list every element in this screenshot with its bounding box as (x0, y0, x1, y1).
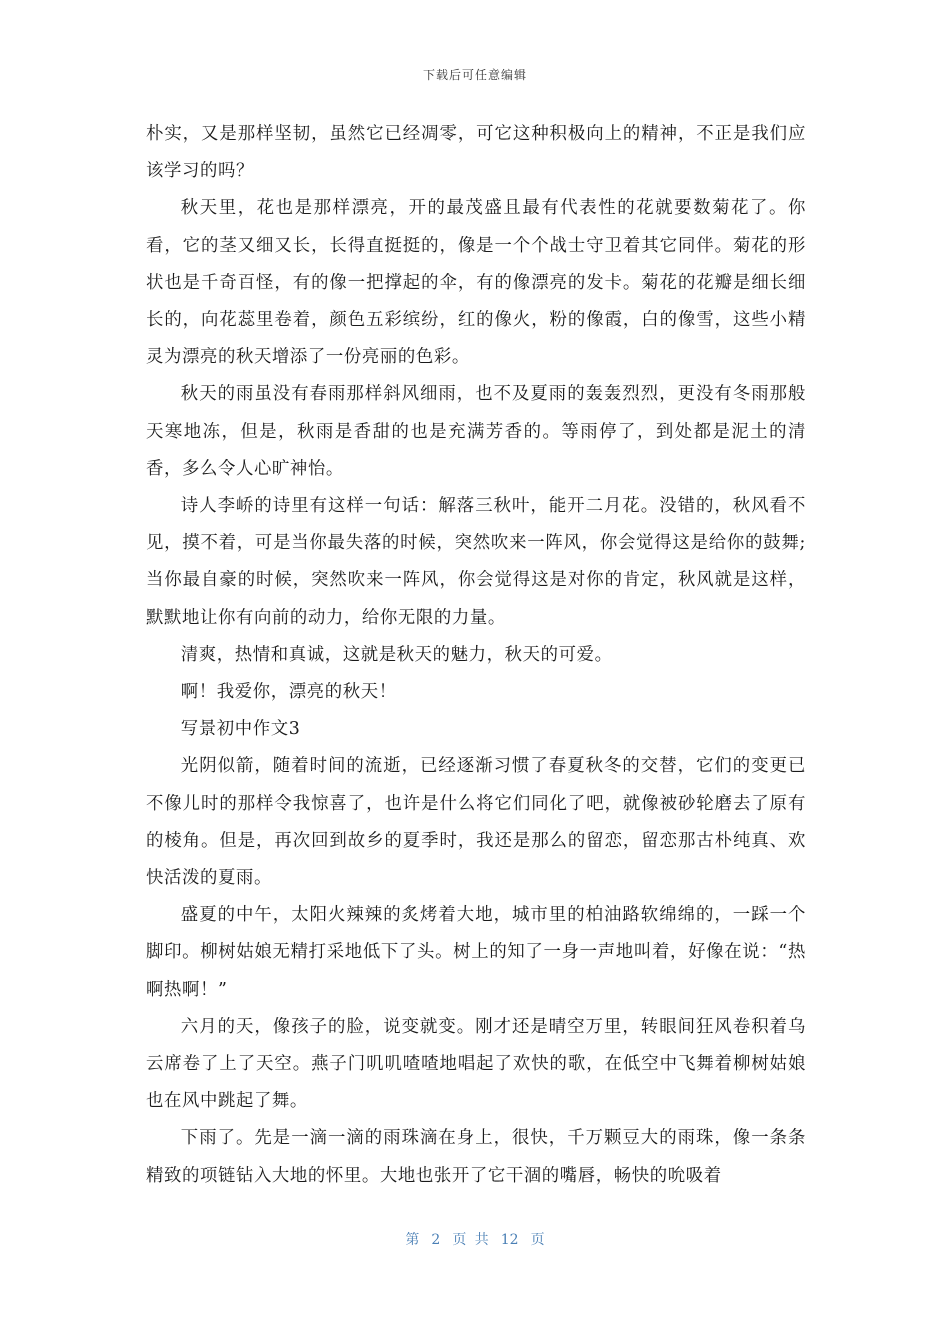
section-heading: 写景初中作文3 (180, 719, 301, 740)
paragraph: 下雨了。先是一滴一滴的雨珠滴在身上，很快，千万颗豆大的雨珠，像一条条精致的项链钻入大地的怀里。大地也张开了它干涸的嘴唇，畅快的吮吸着 (146, 1128, 806, 1186)
paragraph: 秋天的雨虽没有春雨那样斜风细雨，也不及夏雨的轰轰烈烈，更没有冬雨那般天寒地冻，但是，秋雨是香甜的也是充满芳香的。等雨停了，到处都是泥土的清香，多么令人心旷神怡。 (146, 384, 806, 479)
paragraph: 清爽，热情和真诚，这就是秋天的魅力，秋天的可爱。 (180, 644, 613, 665)
document-body (146, 116, 806, 1195)
paragraph: 盛夏的中午，太阳火辣辣的炙烤着大地，城市里的柏油路软绵绵的，一踩一个脚印。柳树姑娘无精打采地低下了头。树上的知了一身一声地叫着，好像在说：“热啊热啊！” (146, 905, 806, 1000)
footer-prefix: 第 (405, 1232, 420, 1248)
footer-current-page: 2 (431, 1232, 441, 1248)
paragraph: 光阴似箭，随着时间的流逝，已经逐渐习惯了春夏秋冬的交替，它们的变更已不像儿时的那样令我惊喜了，也许是什么将它们同化了吧，就像被砂轮磨去了原有的棱角。但是，再次回到故乡的夏季时，我还是那么的留恋，留恋那古朴纯真、欢快活泼的夏雨。 (146, 756, 806, 889)
paragraph: 六月的天，像孩子的脸，说变就变。刚才还是晴空万里，转眼间狂风卷积着乌云席卷了上了天空。燕子门叽叽喳喳地唱起了欢快的歌，在低空中飞舞着柳树姑娘也在风中跳起了舞。 (146, 1016, 806, 1112)
paragraph: 诗人李峤的诗里有这样一句话：解落三秋叶，能开二月花。没错的，秋风看不见，摸不着，可是当你最失落的时候，突然吹来一阵风，你会觉得这是给你的鼓舞;当你最自豪的时候，突然吹来一阵风，你会觉得这是对你的肯定，秋风就是这样，默默地让你有向前的动力，给你无限的力量。 (146, 496, 806, 628)
page-footer (0, 1229, 950, 1249)
page-header-note: 下载后可任意编辑 (422, 68, 527, 82)
footer-suffix: 页 (530, 1232, 545, 1248)
footer-total-pages: 12 (500, 1232, 519, 1248)
paragraph: 秋天里，花也是那样漂亮，开的最茂盛且最有代表性的花就要数菊花了。你看，它的茎又细又长，长得直挺挺的，像是一个个战士守卫着其它同伴。菊花的形状也是千奇百怪，有的像一把撑起的伞，有的像漂亮的发卡。菊花的花瓣是细长细长的，向花蕊里卷着，颜色五彩缤纷，红的像火，粉的像霞，白的像雪，这些小精灵为漂亮的秋天增添了一份亮丽的色彩。 (146, 198, 806, 368)
paragraph: 啊！我爱你，漂亮的秋天！ (180, 682, 397, 703)
footer-middle: 页 共 (452, 1232, 489, 1248)
paragraph: 朴实，又是那样坚韧，虽然它已经凋零，可它这种积极向上的精神，不正是我们应该学习的吗？ (146, 124, 806, 182)
